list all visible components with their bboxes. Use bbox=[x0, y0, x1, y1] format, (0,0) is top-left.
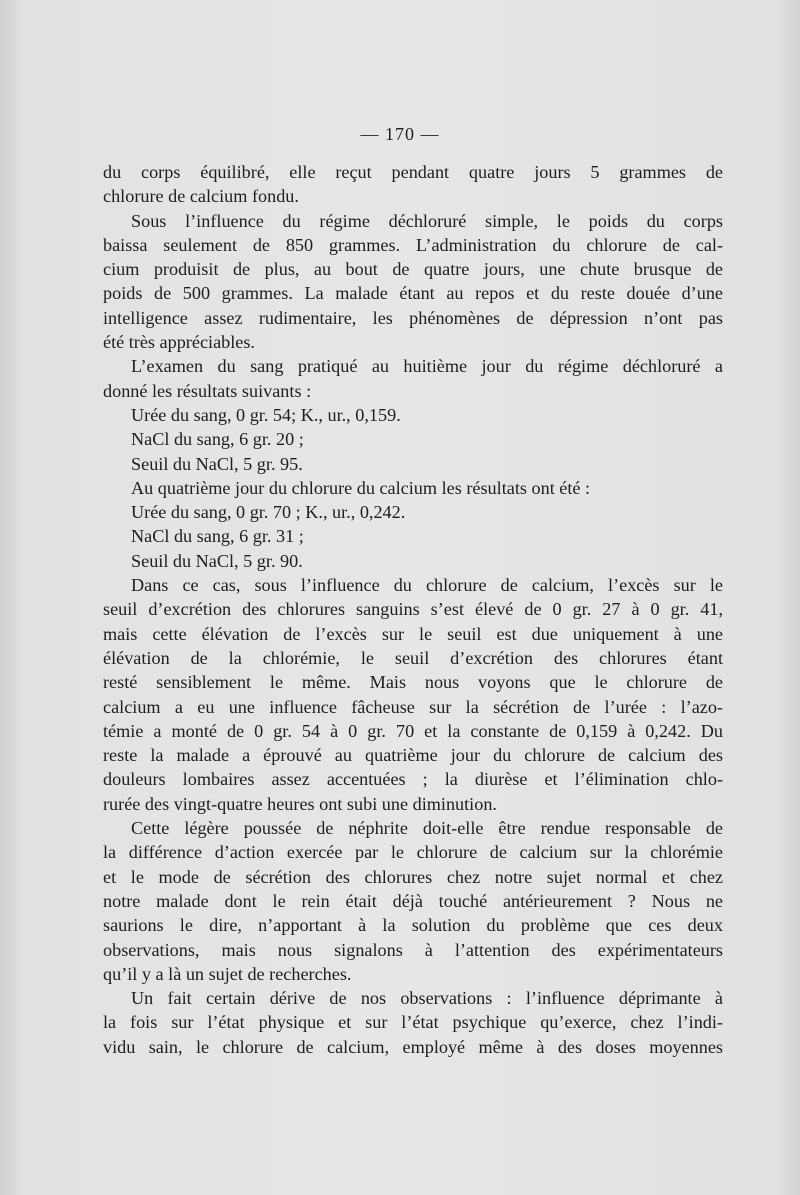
text-line: Un fait certain dérive de nos observations : l’influence déprimante à bbox=[131, 988, 723, 1009]
text-line: qu’il y a là un sujet de recherches. bbox=[103, 963, 352, 984]
text-line: reste la malade a éprouvé au quatrième jour du chlorure de calcium des bbox=[103, 745, 723, 766]
text-line: chlorure de calcium fondu. bbox=[103, 186, 299, 207]
text-line: Seuil du NaCl, 5 gr. 95. bbox=[131, 453, 303, 474]
text-line: Urée du sang, 0 gr. 54; K., ur., 0,159. bbox=[131, 404, 401, 425]
body-text bbox=[103, 160, 723, 1059]
text-line: la différence d’action exercée par le chlorure de calcium sur la chlorémie bbox=[103, 842, 723, 863]
text-line: témie a monté de 0 gr. 54 à 0 gr. 70 et la constante de 0,159 à 0,242. Du bbox=[103, 720, 723, 741]
text-line: Sous l’influence du régime déchloruré simple, le poids du corps bbox=[131, 210, 723, 231]
text-line: notre malade dont le rein était déjà touché antérieurement ? Nous ne bbox=[103, 890, 723, 911]
text-line: rurée des vingt-quatre heures ont subi une diminution. bbox=[103, 793, 497, 814]
text-line: élévation de la chlorémie, le seuil d’excrétion des chlorures étant bbox=[103, 647, 723, 668]
text-line: intelligence assez rudimentaire, les phénomènes de dépression n’ont pas bbox=[103, 307, 723, 328]
text-line: L’examen du sang pratiqué au huitième jour du régime déchloruré a bbox=[131, 356, 723, 377]
text-line: Au quatrième jour du chlorure du calcium les résultats ont été : bbox=[131, 477, 591, 498]
text-line: été très appréciables. bbox=[103, 332, 255, 353]
text-line: donné les résultats suivants : bbox=[103, 380, 312, 401]
text-line: calcium a eu une influence fâcheuse sur la sécrétion de l’urée : l’azo- bbox=[103, 696, 723, 717]
text-line: observations, mais nous signalons à l’attention des expérimentateurs bbox=[103, 939, 723, 960]
text-line: saurions le dire, n’apportant à la solution du problème que ces deux bbox=[103, 915, 723, 936]
text-line: Dans ce cas, sous l’influence du chlorure de calcium, l’excès sur le bbox=[131, 575, 723, 596]
text-line: resté sensiblement le même. Mais nous voyons que le chlorure de bbox=[103, 672, 723, 693]
text-line: Urée du sang, 0 gr. 70 ; K., ur., 0,242. bbox=[131, 502, 406, 523]
text-line: NaCl du sang, 6 gr. 20 ; bbox=[131, 429, 304, 450]
text-line: et le mode de sécrétion des chlorures chez notre sujet normal et chez bbox=[103, 866, 723, 887]
text-line: poids de 500 grammes. La malade étant au repos et du reste douée d’une bbox=[103, 283, 723, 304]
text-line: cium produisit de plus, au bout de quatre jours, une chute brusque de bbox=[103, 259, 723, 280]
text-line: douleurs lombaires assez accentuées ; la diurèse et l’élimination chlo- bbox=[103, 769, 723, 790]
text-line: mais cette élévation de l’excès sur le seuil est due uniquement à une bbox=[103, 623, 723, 644]
text-line: seuil d’excrétion des chlorures sanguins s’est élevé de 0 gr. 27 à 0 gr. 41, bbox=[103, 599, 723, 620]
text-line: du corps équilibré, elle reçut pendant quatre jours 5 grammes de bbox=[103, 162, 723, 182]
page-number: — 170 — bbox=[360, 124, 440, 144]
text-line: Seuil du NaCl, 5 gr. 90. bbox=[131, 550, 303, 571]
text-line: NaCl du sang, 6 gr. 31 ; bbox=[131, 526, 304, 547]
text-line: baissa seulement de 850 grammes. L’administration du chlorure de cal- bbox=[103, 234, 723, 255]
text-line: vidu sain, le chlorure de calcium, employé même à des doses moyennes bbox=[103, 1036, 723, 1057]
text-line: Cette légère poussée de néphrite doit-elle être rendue responsable de bbox=[131, 818, 723, 839]
text-line: la fois sur l’état physique et sur l’état psychique qu’exerce, chez l’indi- bbox=[103, 1012, 723, 1033]
